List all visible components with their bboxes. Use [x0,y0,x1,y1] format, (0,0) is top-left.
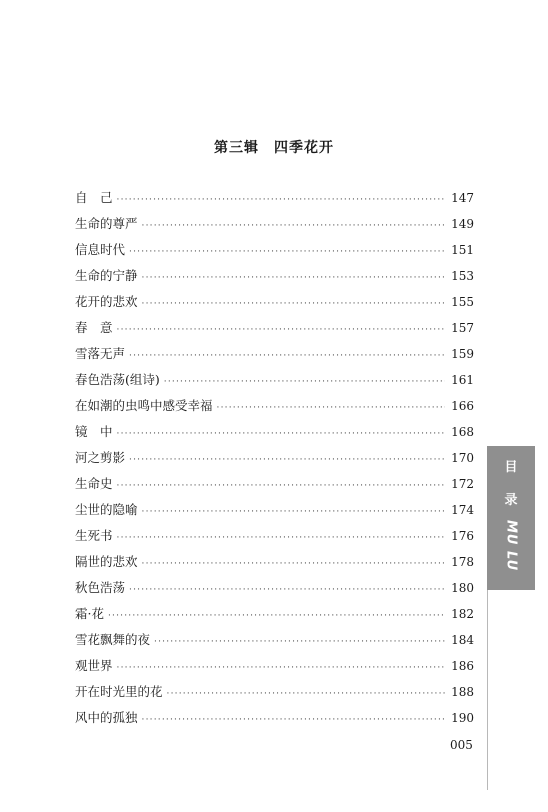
toc-entry-title: 生命的宁静 [75,268,138,283]
toc-entry [75,632,474,658]
toc-dot-leader [117,530,446,546]
toc-entry [75,268,474,294]
toc-entry [75,658,474,684]
toc-dot-leader [217,400,446,416]
toc-entry-page: 184 [451,633,474,647]
toc-entry-title: 在如潮的虫鸣中感受幸福 [75,398,213,413]
toc-entry [75,372,474,398]
toc-entry-page: 174 [451,503,474,517]
toc-entry-page: 178 [451,555,474,569]
toc-entry-title: 秋色浩荡 [75,580,126,595]
toc-entry-title: 春 意 [75,320,113,335]
toc-entry-page: 188 [451,685,474,699]
toc-entry-title: 信息时代 [75,242,126,257]
toc-entry [75,684,474,710]
toc-entry-title: 生命的尊严 [75,216,138,231]
page-number: 005 [450,738,473,752]
page-edge-line [487,590,488,790]
toc-entry-page: 157 [451,321,474,335]
toc-entry-title: 雪花飘舞的夜 [75,632,151,647]
toc-dot-leader [108,608,445,624]
toc-dot-leader [117,426,446,442]
toc-dot-leader [167,686,446,702]
toc-entry-title: 雪落无声 [75,346,126,361]
toc-dot-leader [142,504,446,520]
toc-dot-leader [117,660,446,676]
toc-entry-title: 自 己 [75,190,113,205]
toc-dot-leader [129,452,445,468]
toc-entry-page: 190 [451,711,474,725]
toc-entry-page: 172 [451,477,474,491]
toc-entry [75,424,474,450]
toc-entry-page: 186 [451,659,474,673]
toc-entry [75,606,474,632]
toc-entry [75,554,474,580]
toc-entry [75,450,474,476]
toc-entry-page: 182 [451,607,474,621]
toc-entry-title: 风中的孤独 [75,710,138,725]
toc-entry [75,710,474,736]
toc-dot-leader [142,296,446,312]
toc-entry-page: 159 [451,347,474,361]
toc-dot-leader [164,374,445,390]
toc-dot-leader [117,322,446,338]
toc-dot-leader [142,712,446,728]
toc-dot-leader [142,218,446,234]
toc-entry-page: 155 [451,295,474,309]
toc-entry-title: 霜·花 [75,606,104,621]
toc-entry [75,190,474,216]
toc-dot-leader [142,556,446,572]
side-tab-char-mu: 目 [504,460,518,475]
toc-dot-leader [129,582,445,598]
toc-entry-page: 149 [451,217,474,231]
toc-entry-title: 尘世的隐喻 [75,502,138,517]
toc-entry [75,320,474,346]
toc-entry-title: 春色浩荡(组诗) [75,372,160,387]
toc-entry [75,476,474,502]
toc-dot-leader [129,244,445,260]
toc-entry-title: 生命史 [75,476,113,491]
toc-dot-leader [117,478,446,494]
toc-entry [75,216,474,242]
toc-entry [75,502,474,528]
section-title: 第三辑 四季花开 [214,140,334,156]
toc-entry-page: 180 [451,581,474,595]
toc-entry-title: 观世界 [75,658,113,673]
toc-dot-leader [142,270,446,286]
toc-entry-page: 153 [451,269,474,283]
toc-entry-title: 隔世的悲欢 [75,554,138,569]
toc-dot-leader [129,348,445,364]
toc-entry-page: 147 [451,191,474,205]
toc-entry [75,242,474,268]
toc-entry-page: 168 [451,425,474,439]
table-of-contents [75,190,474,736]
side-tab-latin: MU LU [503,520,519,572]
side-tab-char-lu: 录 [504,493,518,508]
toc-entry [75,580,474,606]
toc-entry [75,346,474,372]
side-tab [487,446,535,590]
toc-entry [75,528,474,554]
toc-entry-title: 生死书 [75,528,113,543]
toc-entry-page: 161 [451,373,474,387]
toc-entry-title: 花开的悲欢 [75,294,138,309]
toc-entry-page: 170 [451,451,474,465]
toc-entry-page: 176 [451,529,474,543]
toc-entry-title: 开在时光里的花 [75,684,163,699]
toc-entry-title: 河之剪影 [75,450,126,465]
toc-entry-page: 166 [451,399,474,413]
toc-dot-leader [154,634,445,650]
toc-entry-page: 151 [451,243,474,257]
toc-dot-leader [117,192,446,208]
toc-entry-title: 镜 中 [75,424,113,439]
toc-entry [75,294,474,320]
toc-entry [75,398,474,424]
